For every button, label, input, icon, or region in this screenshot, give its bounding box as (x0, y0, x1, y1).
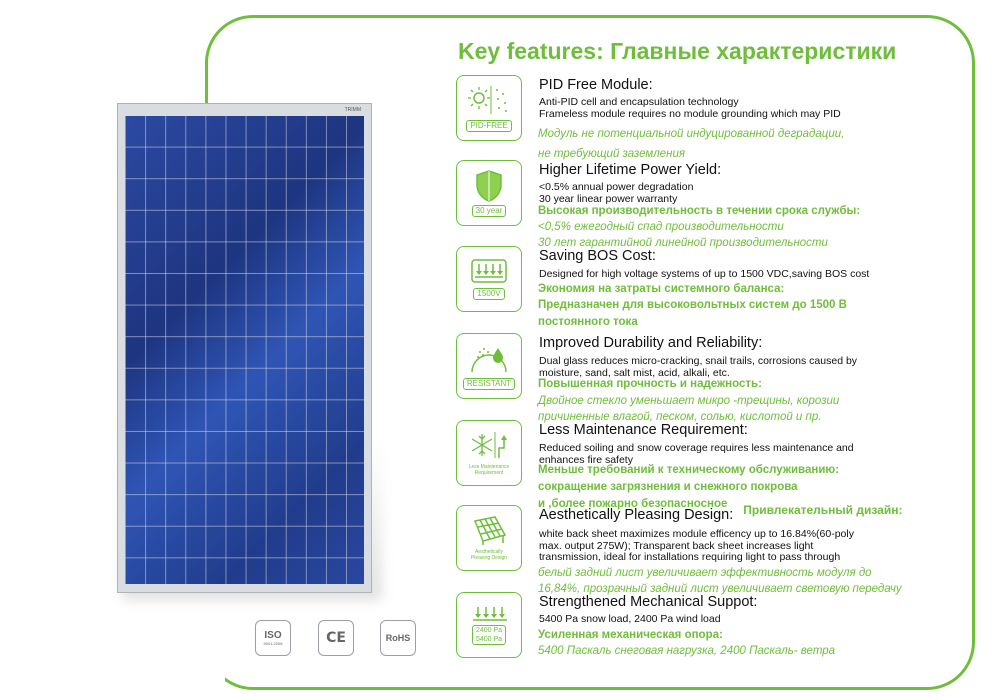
load-icon (456, 592, 522, 658)
iso-sub: 9001:2008 (263, 641, 283, 646)
icon-caption: Less Maintenance Requirement (468, 464, 510, 476)
feature-description: 5400 Pa snow load, 2400 Pa wind load (539, 613, 721, 625)
feature-translation: белый задний лист увеличивает эффективность модуля до 16,84%, прозрачный задний лист увеличивает световую передачу (538, 567, 902, 595)
feature-title: Strengthened Mechanical Suppot: (539, 594, 758, 610)
feature-title: Higher Lifetime Power Yield: (539, 162, 722, 178)
feature-translation-heading: Экономия на затраты системного баланса: (538, 283, 785, 295)
icon-caption: PID-FREE (466, 120, 511, 132)
feature-translation: 5400 Паскаль снеговая нагрузка, 2400 Паскаль- ветра (538, 645, 836, 657)
iso-label: ISO (264, 630, 282, 641)
feature-description: Designed for high voltage systems of up to 1500 VDC,saving BOS cost (539, 268, 870, 280)
feature-description: Anti-PID cell and encapsulation technology Frameless module requires no module grounding which may PID (539, 96, 841, 120)
voltage-icon (456, 246, 522, 312)
ce-label: CE (326, 630, 346, 646)
feature-title-ru: Привлекательный дизайн: (743, 503, 903, 517)
feature-description: Dual glass reduces micro-cracking, snail trails, corrosions caused by moisture, sand, salt mist, acid, alkali, etc. (539, 355, 858, 379)
page-title: Key features: Главные характеристики (458, 38, 897, 64)
solar-panel-image (117, 103, 372, 593)
icon-caption: RESISTANT (463, 378, 515, 390)
panel-label: TRIMM (344, 107, 361, 113)
weather-resistant-icon (456, 333, 522, 399)
feature-translation-heading: Повышенная прочность и надежность: (538, 378, 762, 390)
feature-translation-heading: Высокая производительность в течении срока службы: (538, 205, 861, 217)
feature-title: Saving BOS Cost: (539, 248, 656, 264)
ce-icon (318, 620, 354, 656)
feature-translation: <0,5% ежегодный спад производительности 30 лет гарантийной линейной производительности (538, 221, 828, 249)
panel-design-icon (456, 505, 522, 571)
feature-title-en: Aesthetically Pleasing Design: (539, 507, 734, 523)
snowflake-icon (456, 420, 522, 486)
icon-caption: Aesthetically Pleasing Design (470, 549, 508, 561)
feature-translation: Модуль не потенциальной индуцированной деградации, не требующий заземления (538, 128, 845, 160)
feature-title: PID Free Module: (539, 77, 653, 93)
icon-caption: 1500V (473, 288, 504, 300)
feature-translation: Двойное стекло уменьшает микро -трещины, корозии причиненные влагой, песком, солью, кислотой и пр. (538, 395, 840, 423)
feature-translation-heading: Усиленная механическая опора: (538, 629, 723, 641)
feature-title (539, 503, 903, 523)
rohs-label: RoHS (385, 633, 411, 643)
feature-title: Less Maintenance Requirement: (539, 422, 748, 438)
feature-translation: сокращение загрязнения и снежного покрова и ,более пожарно безопасносное (538, 481, 798, 510)
solar-cells-grid (125, 116, 364, 584)
feature-title: Improved Durability and Reliability: (539, 335, 763, 351)
shield-icon (456, 160, 522, 226)
icon-caption: 30 year (472, 205, 507, 217)
pid-free-icon (456, 75, 522, 141)
feature-description: Reduced soiling and snow coverage requires less maintenance and enhances fire safety (539, 442, 854, 466)
feature-description: white back sheet maximizes module efficency up to 16.84%(60-poly max. output 275W); Transparent back sheet increases light transmission, ideal for installations requiring light to pass through (539, 528, 854, 563)
feature-translation-heading: Меньше требований к техническому обслуживанию: (538, 464, 840, 476)
feature-description: <0.5% annual power degradation 30 year linear power warranty (539, 181, 694, 205)
rohs-icon (380, 620, 416, 656)
icon-caption: 2400 Pa 5400 Pa (472, 625, 506, 645)
feature-translation: Предназначен для высоковольтных систем до 1500 В постоянного тока (538, 299, 847, 328)
iso-icon (255, 620, 291, 656)
